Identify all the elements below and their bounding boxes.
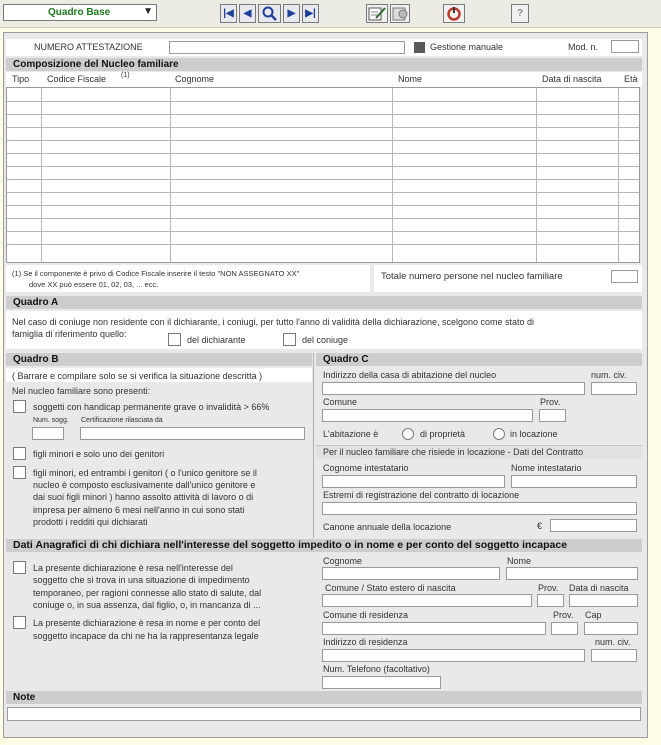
prev-record-button[interactable] (239, 4, 256, 23)
certificazione-label: Certificazione rilasciata da (81, 417, 163, 424)
nome-int-input[interactable] (511, 475, 637, 488)
comune-nascita-label: Comune / Stato estero di nascita (325, 583, 456, 593)
handicap-checkbox[interactable] (13, 400, 26, 413)
quadro-b-intro: Nel nucleo familiare sono presenti: (12, 386, 151, 396)
last-icon: ▶| (305, 8, 316, 19)
cognome-int-input[interactable] (322, 475, 505, 488)
canone-input[interactable] (550, 519, 637, 532)
certificazione-input[interactable] (80, 427, 305, 440)
proprieta-label: di proprietà (420, 429, 466, 439)
locazione-radio[interactable] (493, 428, 505, 440)
edit-button[interactable] (366, 4, 388, 23)
mod-input[interactable] (611, 40, 639, 53)
footnote-line1: (1) Se il componente è privo di Codice Fiscale inserire il testo "NON ASSEGNATO XX" (12, 269, 300, 278)
prov-label: Prov. (540, 397, 561, 407)
comune-residenza-input[interactable] (322, 622, 546, 635)
prov-residenza-input[interactable] (551, 622, 578, 635)
handicap-label: soggetti con handicap permanente grave o invalidità > 66% (33, 402, 270, 412)
indirizzo-residenza-label: Indirizzo di residenza (323, 637, 408, 647)
clear-button[interactable] (390, 4, 410, 23)
chevron-down-icon[interactable]: ▼ (143, 6, 153, 17)
coniuge-checkbox[interactable] (283, 333, 296, 346)
quadro-a-text1: Nel caso di coniuge non residente con il dichiarante, i coniugi, per tutto l'anno di validità della dichiarazione, scelgono come stato di (12, 317, 535, 327)
cap-label: Cap (585, 610, 602, 620)
telefono-input[interactable] (322, 676, 441, 689)
cognome-label: Cognome (323, 556, 363, 566)
canone-label: Canone annuale della locazione (323, 522, 452, 532)
incapace-line1: La presente dichiarazione è resa in nome e per conto del (33, 618, 261, 628)
figli-entrambi-line1: figli minori, ed entrambi i genitori ( o l'unico genitore se il (33, 468, 257, 478)
cognome-int-label: Cognome intestatario (323, 463, 409, 473)
num-civ-input[interactable] (591, 382, 637, 395)
figli-entrambi-line4: impresa per almeno 6 mesi nell'anno in cui sono stati (33, 505, 245, 515)
num-civ-label: num. civ. (591, 370, 627, 380)
clear-icon (391, 5, 409, 22)
totale-label: Totale numero persone nel nucleo familiare (381, 271, 563, 282)
col-data-nascita: Data di nascita (542, 74, 602, 84)
mod-label: Mod. n. (568, 42, 599, 52)
search-icon (261, 6, 278, 21)
data-nascita-label: Data di nascita (569, 583, 629, 593)
comune-label: Comune (323, 397, 358, 407)
col-eta: Età (624, 74, 638, 84)
num-civ-residenza-input[interactable] (591, 649, 637, 662)
cognome-input[interactable] (322, 567, 500, 580)
quadro-b-title: Quadro B (6, 353, 312, 366)
edit-icon (367, 5, 387, 22)
gestione-label: Gestione manuale (430, 42, 504, 52)
estremi-label: Estremi di registrazione del contratto di locazione (323, 490, 520, 500)
impedito-checkbox[interactable] (13, 561, 26, 574)
anagrafici-title: Dati Anagrafici di chi dichiara nell'interesse del soggetto impedito o in nome e per conto del soggetto incapace (6, 539, 642, 552)
toolbar (0, 0, 661, 28)
figli-entrambi-line5: prodotti i redditi qui dichiarati (33, 517, 148, 527)
nome-int-label: Nome intestatario (511, 463, 582, 473)
estremi-input[interactable] (322, 502, 637, 515)
cap-input[interactable] (584, 622, 638, 635)
indirizzo-input[interactable] (322, 382, 585, 395)
quadro-selector-value: Quadro Base (48, 7, 111, 18)
last-record-button[interactable] (302, 4, 319, 23)
quadro-c-title: Quadro C (316, 353, 642, 366)
gestione-manuale-toggle[interactable] (414, 42, 425, 53)
comune-input[interactable] (322, 409, 533, 422)
prov-residenza-label: Prov. (553, 610, 574, 620)
figli-entrambi-checkbox[interactable] (13, 466, 26, 479)
impedito-line3: temporaneo, per ragioni connesse allo stato di salute, dal (33, 588, 262, 598)
next-icon: ▶ (287, 8, 296, 19)
numero-label: NUMERO ATTESTAZIONE (34, 42, 143, 52)
figli-entrambi-line2: nucleo è composto esclusivamente dall'unico genitore e (33, 480, 256, 490)
figli-uno-genitore-label: figli minori e solo uno dei genitori (33, 449, 165, 459)
locazione-header: Per il nucleo familiare che risiede in locazione - Dati del Contratto (323, 447, 584, 457)
incapace-line2: soggetto incapace da chi ne ha la rappresentanza legale (33, 631, 259, 641)
proprieta-radio[interactable] (402, 428, 414, 440)
numero-input[interactable] (169, 41, 405, 54)
quadro-divider (313, 353, 314, 538)
help-icon: ? (516, 8, 524, 19)
indirizzo-label: Indirizzo della casa di abitazione del nucleo (323, 370, 497, 380)
quadro-a-text2: famiglia di riferimento quello: (12, 329, 127, 339)
abitazione-label: L'abitazione è (323, 429, 379, 439)
quadro-selector[interactable] (3, 4, 157, 21)
nome-label: Nome (507, 556, 532, 566)
quadro-a-title: Quadro A (6, 296, 642, 309)
exit-button[interactable] (443, 4, 465, 23)
col-tipo: Tipo (12, 74, 30, 84)
num-sogg-label: Num. sogg. (33, 417, 69, 424)
first-icon: |◀ (223, 8, 234, 19)
comune-nascita-input[interactable] (322, 594, 532, 607)
col-cognome: Cognome (175, 74, 215, 84)
nucleo-title: Composizione del Nucleo familiare (6, 58, 642, 71)
quadro-b-subtitle: ( Barrare e compilare solo se si verifica la situazione descritta ) (12, 371, 263, 381)
prov-nascita-input[interactable] (537, 594, 564, 607)
note-title: Note (6, 691, 642, 704)
num-sogg-input[interactable] (32, 427, 64, 440)
coniuge-label: del coniuge (302, 335, 349, 345)
nucleo-table[interactable] (6, 87, 640, 263)
prov-input[interactable] (539, 409, 566, 422)
telefono-label: Num. Telefono (facoltativo) (323, 664, 430, 674)
col-footnote-mark: (1) (121, 72, 130, 79)
dichiarante-checkbox[interactable] (168, 333, 181, 346)
comune-residenza-label: Comune di residenza (323, 610, 409, 620)
num-civ-residenza-label: num. civ. (595, 637, 631, 647)
col-codice-fiscale: Codice Fiscale (47, 74, 107, 84)
totale-input[interactable] (611, 270, 638, 283)
next-record-button[interactable] (283, 4, 300, 23)
impedito-line4: coniuge o, in sua assenza, dal figlio, o, in mancanza di ... (33, 600, 261, 610)
footnote-line2: dove XX può essere 01, 02, 03, ... ecc. (29, 280, 159, 289)
locazione-label: in locazione (510, 429, 558, 439)
power-icon (445, 5, 463, 22)
note-input[interactable] (7, 707, 641, 721)
euro-label: € (537, 521, 543, 531)
help-button[interactable] (511, 4, 529, 23)
dichiarante-label: del dichiarante (187, 335, 246, 345)
incapace-checkbox[interactable] (13, 616, 26, 629)
impedito-line2: soggetto che si trova in una situazione di impedimento (33, 575, 250, 585)
impedito-line1: La presente dichiarazione è resa nell'interesse del (33, 563, 233, 573)
figli-entrambi-line3: dai suoi figli minori ) hanno assolto attività di lavoro o di (33, 492, 254, 502)
col-nome: Nome (398, 74, 423, 84)
data-nascita-input[interactable] (569, 594, 638, 607)
prev-icon: ◀ (243, 8, 252, 19)
search-button[interactable] (258, 4, 281, 23)
nome-input[interactable] (506, 567, 638, 580)
indirizzo-residenza-input[interactable] (322, 649, 585, 662)
prov-nascita-label: Prov. (538, 583, 559, 593)
figli-uno-genitore-checkbox[interactable] (13, 447, 26, 460)
first-record-button[interactable] (220, 4, 237, 23)
